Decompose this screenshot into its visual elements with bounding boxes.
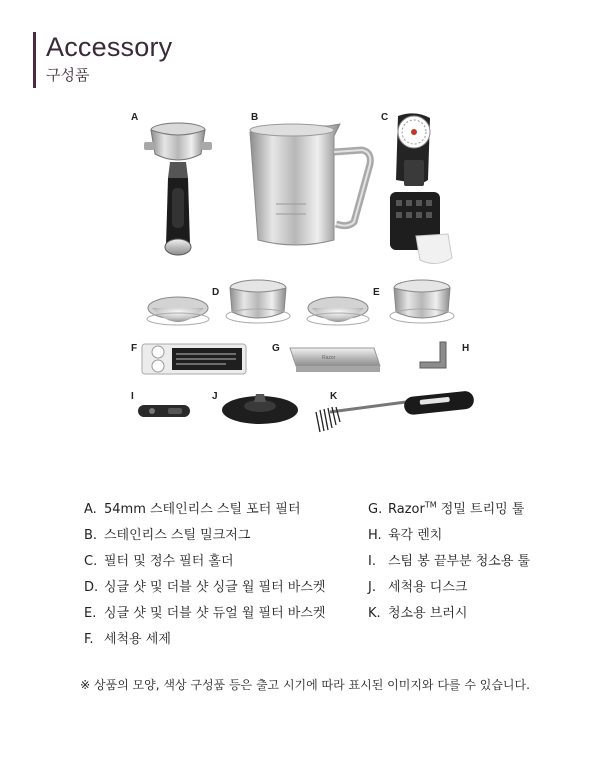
page-title: Accessory — [46, 32, 173, 62]
list-item: I. 스팀 봉 끝부분 청소용 툴 — [368, 554, 531, 569]
cleaning-disc-image — [222, 394, 298, 424]
label-f: F — [131, 343, 138, 354]
filter-holder-image — [390, 113, 452, 263]
label-a: A — [131, 112, 139, 123]
label-k: K — [330, 391, 338, 402]
razor-trimming-tool-image — [290, 348, 380, 372]
label-g: G — [272, 343, 280, 354]
list-item: J. 세척용 디스크 — [368, 580, 468, 595]
header — [33, 32, 172, 88]
page-subtitle: 구성품 — [46, 66, 90, 84]
accessory-list-right — [368, 497, 530, 627]
label-b: B — [251, 112, 259, 123]
hex-wrench-image — [420, 342, 446, 368]
list-item: B. 스테인리스 스틸 밀크저그 — [84, 528, 251, 543]
cleaning-brush-image — [316, 390, 475, 432]
steam-wand-tip-tool-image — [138, 405, 190, 417]
disclaimer-note: ※ 상품의 모양, 색상 구성품 등은 출고 시기에 따라 표시된 이미지와 다를 수 있습니다. — [80, 678, 530, 692]
label-j: J — [212, 391, 218, 402]
accessory-illustration — [0, 100, 610, 445]
accessory-list-left — [84, 497, 325, 653]
milk-jug-image — [250, 124, 370, 245]
list-item: K. 청소용 브러시 — [368, 606, 468, 621]
label-c: C — [381, 112, 389, 123]
portafilter-image — [144, 123, 212, 255]
label-i: I — [131, 391, 134, 402]
list-item: A. 54mm 스테인리스 스틸 포터 필터 — [84, 502, 301, 517]
dual-wall-basket-image — [307, 280, 454, 325]
label-d: D — [212, 287, 220, 298]
list-item: F. 세척용 세제 — [84, 632, 171, 647]
list-item: H. 육각 렌치 — [368, 528, 443, 543]
list-item: D. 싱글 샷 및 더블 샷 싱글 월 필터 바스켓 — [84, 580, 326, 595]
label-e: E — [373, 287, 380, 298]
list-item: G. Razor™ 정밀 트리밍 툴 — [368, 500, 525, 517]
svg-text:Razor: Razor — [322, 355, 336, 361]
label-h: H — [462, 343, 470, 354]
list-item: C. 필터 및 정수 필터 홀더 — [84, 554, 234, 569]
list-item: E. 싱글 샷 및 더블 샷 듀얼 월 필터 바스켓 — [84, 606, 326, 621]
cleaning-tablets-image — [142, 344, 246, 374]
